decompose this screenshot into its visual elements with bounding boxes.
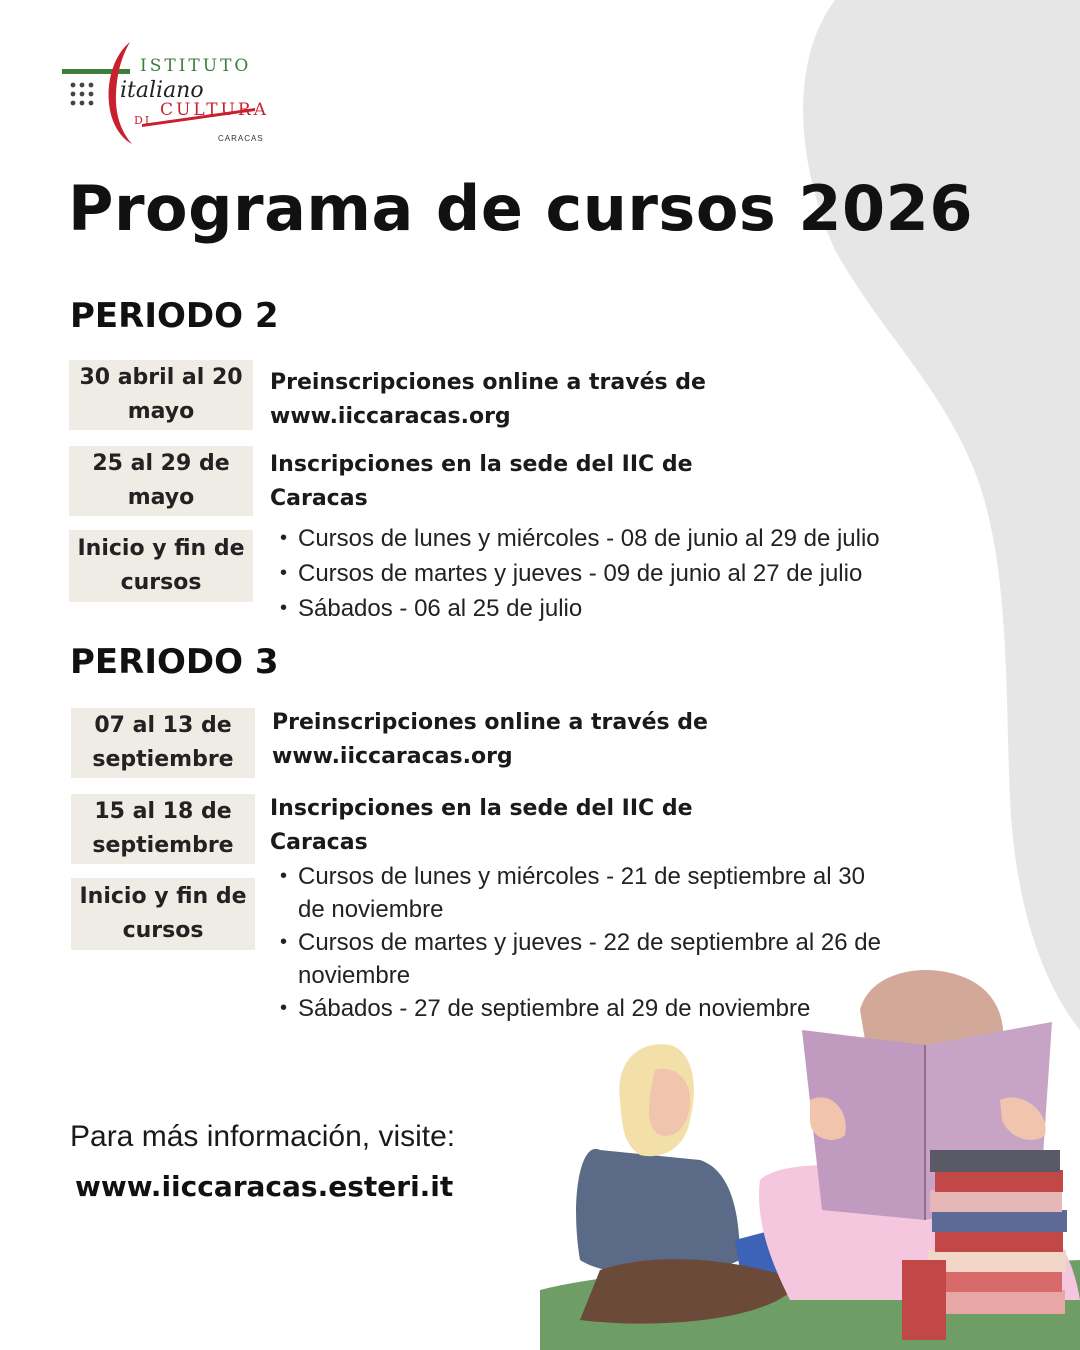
list-item: • Cursos de lunes y miércoles - 21 de septiembre al 30 de noviembre (272, 860, 892, 926)
reading-illustration (540, 960, 1080, 1350)
list-item: • Sábados - 27 de septiembre al 29 de noviembre (272, 992, 892, 1025)
period-3-date-inscription: 15 al 18 de septiembre (71, 794, 255, 864)
logo-line-istituto: ISTITUTO (140, 56, 252, 76)
logo-line-italiano: italiano (120, 78, 204, 103)
list-item: • Cursos de lunes y miércoles - 08 de junio al 29 de julio (272, 522, 992, 555)
period-2-desc-preinscription: Preinscripciones online a través de www.iiccaracas.org (270, 370, 706, 429)
period-2-date-courses: Inicio y fin de cursos (69, 530, 253, 602)
period-3-date-preinscription: 07 al 13 de septiembre (71, 708, 255, 778)
period-3-heading: PERIODO 3 (70, 642, 279, 682)
period-3-desc-inscription: Inscripciones en la sede del IIC de Caracas (270, 796, 693, 855)
left-person-body (576, 1149, 740, 1275)
period-2-date-inscription: 25 al 29 de mayo (69, 446, 253, 516)
period-3-date-courses: Inicio y fin de cursos (71, 878, 255, 950)
period-2-desc-inscription: Inscripciones en la sede del IIC de Caracas (270, 452, 693, 511)
logo-line-cultura: CULTURA (160, 100, 269, 120)
website-link[interactable]: www.iiccaracas.esteri.it (75, 1170, 454, 1203)
logo-line-caracas: CARACAS (218, 134, 264, 143)
list-item: • Cursos de martes y jueves - 22 de septiembre al 26 de noviembre (272, 926, 892, 992)
period-2-heading: PERIODO 2 (70, 296, 279, 336)
period-3-desc-preinscription: Preinscripciones online a través de www.iiccaracas.org (272, 710, 708, 769)
period-2-course-list (272, 522, 992, 625)
logo-line-di: DI (134, 114, 152, 127)
list-item: • Cursos de martes y jueves - 09 de junio al 27 de julio (272, 557, 992, 590)
institute-logo (60, 38, 270, 148)
more-info-label: Para más información, visite: (70, 1120, 456, 1153)
page-title: Programa de cursos 2026 (68, 172, 973, 245)
list-item: • Sábados - 06 al 25 de julio (272, 592, 992, 625)
period-2-date-preinscription: 30 abril al 20 mayo (69, 360, 253, 430)
